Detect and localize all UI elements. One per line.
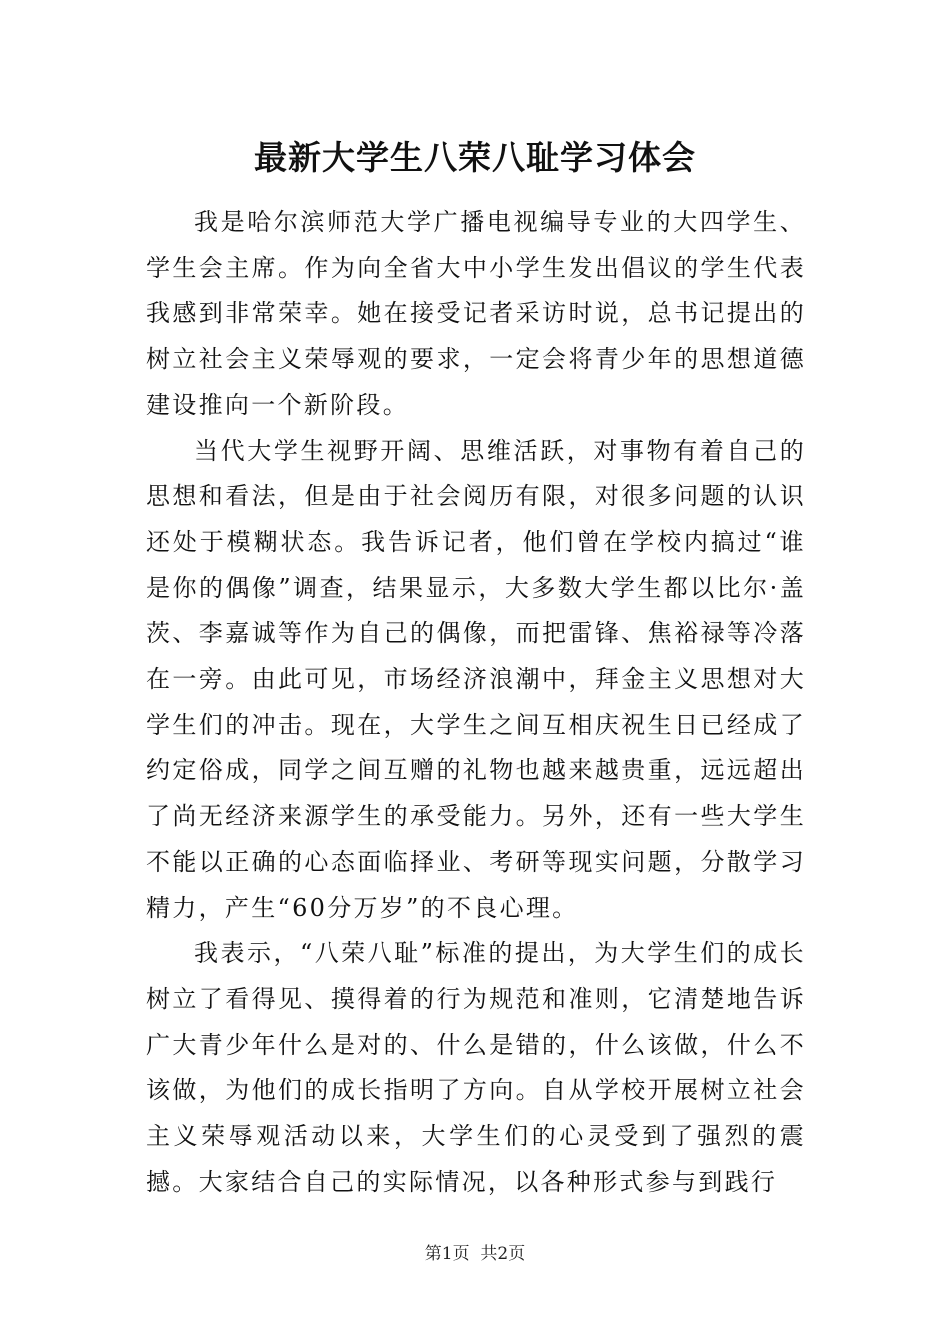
- page-footer: [0, 1242, 950, 1266]
- paragraph-3: 我表示，“八荣八耻”标准的提出，为大学生们的成长树立了看得见、摸得着的行为规范和准则，它清楚地告诉广大青少年什么是对的、什么是错的，什么该做，什么不该做，为他们的成长指明了方向。自从学校开展树立社会主义荣辱观活动以来，大学生们的心灵受到了强烈的震撼。大家结合自己的实际情况，以各种形式参与到践行: [146, 939, 806, 1196]
- paragraph-1: 我是哈尔滨师范大学广播电视编导专业的大四学生、学生会主席。作为向全省大中小学生发出倡议的学生代表我感到非常荣幸。她在接受记者采访时说，总书记提出的树立社会主义荣辱观的要求，一定会将青少年的思想道德建设推向一个新阶段。: [146, 208, 806, 419]
- page-total: 共2页: [480, 1244, 526, 1264]
- paragraph-2: 当代大学生视野开阔、思维活跃，对事物有着自己的思想和看法，但是由于社会阅历有限，对很多问题的认识还处于模糊状态。我告诉记者，他们曾在学校内搞过“谁是你的偶像”调查，结果显示，大多数大学生都以比尔·盖茨、李嘉诚等作为自己的偶像，而把雷锋、焦裕禄等冷落在一旁。由此可见，市场经济浪潮中，拜金主义思想对大学生们的冲击。现在，大学生之间互相庆祝生日已经成了约定俗成，同学之间互赠的礼物也越来越贵重，远远超出了尚无经济来源学生的承受能力。另外，还有一些大学生不能以正确的心态面临择业、考研等现实问题，分散学习精力，产生“60分万岁”的不良心理。: [146, 436, 806, 922]
- document-body: [146, 200, 806, 1205]
- page-number: 第1页: [424, 1244, 470, 1264]
- document-title: 最新大学生八荣八耻学习体会: [254, 138, 696, 177]
